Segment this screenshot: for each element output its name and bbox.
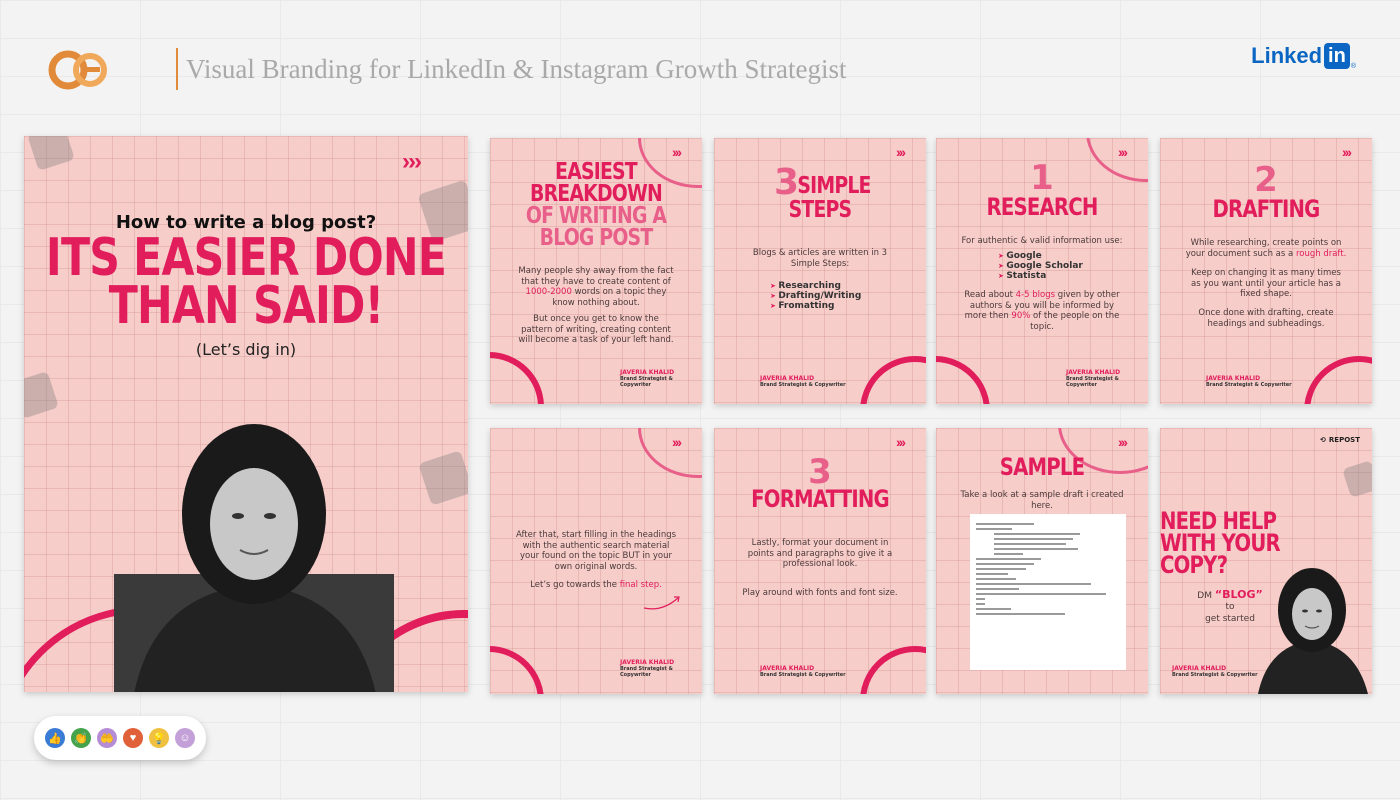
linkedin-logo-text: Linked	[1251, 43, 1323, 68]
slide-6-paragraph-1: Lastly, format your document in points and paragraphs to give it a professional look.	[747, 538, 893, 570]
slide-2-intro: Blogs & articles are written in 3 Simple Steps:	[752, 248, 888, 269]
decorative-arc	[638, 428, 702, 478]
slide-4-paragraph-3: Once done with drafting, create headings and subheadings.	[1198, 308, 1334, 329]
decorative-blog-icon	[27, 136, 75, 171]
slide-2-title-2: STEPS	[788, 197, 852, 223]
carousel-slide-2	[714, 138, 926, 404]
slide-3-number: 1	[1030, 158, 1054, 198]
repost-icon: ⟲	[1320, 436, 1326, 444]
chevron-right-icon: ›››	[1118, 144, 1126, 160]
cover-question: How to write a blog post?	[115, 212, 377, 233]
signature	[1206, 375, 1292, 388]
carousel-slide-1	[490, 138, 702, 404]
brand-logo-icon	[48, 48, 114, 92]
step-item: ➤ Researching	[770, 282, 861, 292]
slide-5-highlight: final step.	[619, 580, 662, 590]
slide-1-paragraph-1-b: words on a topic they know nothing about.	[552, 287, 667, 308]
source-item: ➤ Statista	[998, 272, 1083, 282]
source-item: ➤ Google	[998, 252, 1083, 262]
step-item: ➤ Fromatting	[770, 302, 861, 312]
decorative-arc	[860, 356, 926, 404]
slide-3-paragraph-c: of the people on the topic.	[1030, 311, 1120, 332]
linkedin-registered-mark: ®	[1350, 63, 1356, 70]
decorative-blog-icon	[418, 450, 468, 505]
slide-8-cta-b: to	[1225, 602, 1235, 613]
slide-6-title: FORMATTING	[751, 485, 889, 513]
sample-draft-document	[970, 514, 1126, 670]
linkedin-logo	[1251, 42, 1356, 70]
chevron-right-icon: ›››	[402, 148, 420, 175]
signature-name: JAVERIA KHALID	[1066, 369, 1121, 376]
slide-2-steps	[770, 282, 861, 312]
signature-role: Brand Strategist & Copywriter	[1172, 672, 1258, 678]
insightful-reaction-icon[interactable]: 💡	[149, 728, 169, 748]
slide-3-intro: For authentic & valid information use:	[961, 236, 1123, 246]
author-photo	[114, 424, 394, 692]
repost-label	[1320, 436, 1360, 444]
slide-8-cta-highlight: “BLOG”	[1214, 588, 1263, 601]
slide-1-title-3: OF WRITING A	[525, 203, 667, 229]
signature-role: Brand Strategist & Copywriter	[1206, 382, 1292, 388]
chevron-right-icon: ›››	[896, 144, 904, 160]
reactions-bar	[34, 716, 206, 760]
decorative-arc	[936, 356, 990, 404]
slide-4-paragraph-1-a: While researching, create points on your document such as a	[1185, 238, 1342, 259]
signature	[760, 665, 846, 678]
slide-5-paragraph-2-a: Let’s go towards the	[530, 580, 617, 590]
slide-6-number: 3	[808, 452, 832, 492]
step-item: ➤ Drafting/Writing	[770, 292, 861, 302]
slide-8-title-2: WITH YOUR	[1160, 529, 1280, 557]
slide-4-paragraph-1	[1184, 238, 1348, 259]
carousel-slide-6	[714, 428, 926, 694]
funny-reaction-icon[interactable]: ☺	[175, 728, 195, 748]
slide-3-sources	[998, 252, 1083, 282]
slide-1-title-2: BREAKDOWN	[530, 181, 662, 207]
decorative-blog-icon	[1342, 460, 1372, 498]
slide-4-number: 2	[1254, 160, 1278, 200]
slide-3-highlight-2: 90%	[1011, 311, 1031, 322]
carousel-slide-4	[1160, 138, 1372, 404]
slide-3-paragraph	[962, 290, 1122, 333]
signature-name: JAVERIA KHALID	[760, 665, 815, 672]
slide-3-title: RESEARCH	[986, 193, 1098, 221]
header-divider	[176, 48, 178, 90]
slide-5-paragraph-2	[510, 580, 682, 591]
slide-1-paragraph-1-a: Many people shy away from the fact that they have to create content of	[518, 266, 674, 287]
slide-4-title: DRAFTING	[1212, 195, 1320, 223]
cover-subtitle: (Let’s dig in)	[195, 340, 297, 359]
slide-1-paragraph-1	[518, 266, 674, 309]
slide-1-paragraph-2: But once you get to know the pattern of writing, creating content will become a task of your left hand.	[518, 314, 674, 346]
header	[48, 44, 948, 94]
slide-7-title: SAMPLE	[999, 453, 1085, 481]
cover-headline-1: ITS EASIER DONE	[45, 228, 447, 288]
slide-3-paragraph-b: given by other authors & you will be informed by more then	[964, 290, 1120, 322]
carousel-slide-3	[936, 138, 1148, 404]
slide-2-number: 3	[774, 162, 800, 203]
signature	[1172, 665, 1258, 678]
signature	[760, 375, 846, 388]
decorative-arc	[860, 646, 926, 694]
slide-2-title-1: SIMPLE	[797, 173, 871, 199]
slide-1-title-1: EASIEST	[555, 159, 637, 185]
slide-5-paragraph-1: After that, start filling in the headings with the authentic search material your found on the topic BUT in your own original words.	[515, 530, 677, 572]
signature-name: JAVERIA KHALID	[620, 369, 675, 376]
slide-7-intro: Take a look at a sample draft i created here.	[960, 490, 1124, 511]
slide-8-cta-a: DM	[1197, 591, 1212, 601]
signature-name: JAVERIA KHALID	[1206, 375, 1261, 382]
curved-arrow-icon	[642, 592, 682, 612]
page-title: Visual Branding for LinkedIn & Instagram Growth Strategist	[186, 54, 847, 84]
decorative-blog-icon	[24, 371, 59, 419]
decorative-arc	[490, 352, 544, 404]
decorative-arc	[490, 646, 544, 694]
slide-8-cta-c: get started	[1205, 613, 1255, 624]
repost-text: REPOST	[1328, 436, 1360, 444]
signature-role: Brand Strategist & Copywriter	[760, 672, 846, 678]
slide-1-title-4: BLOG POST	[539, 225, 653, 251]
slide-8-title-3: COPY?	[1160, 551, 1228, 579]
decorative-arc	[1304, 356, 1372, 404]
slide-3-paragraph-a: Read about	[964, 290, 1013, 300]
chevron-right-icon: ›››	[1342, 144, 1350, 160]
carousel-slide-8	[1160, 428, 1372, 694]
signature-role: Brand Strategist & Copywriter	[620, 666, 673, 678]
signature-role: Brand Strategist & Copywriter	[620, 376, 673, 388]
signature-role: Brand Strategist & Copywriter	[760, 382, 846, 388]
source-item: ➤ Google Scholar	[998, 262, 1083, 272]
signature-name: JAVERIA KHALID	[1172, 665, 1227, 672]
slide-6-paragraph-2: Play around with fonts and font size.	[742, 588, 898, 598]
slide-4-highlight: rough draft.	[1295, 248, 1347, 259]
signature	[620, 659, 702, 678]
chevron-right-icon: ›››	[672, 434, 680, 450]
carousel-slide-7	[936, 428, 1148, 694]
slide-4-paragraph-2: Keep on changing it as many times as you want until your article has a fixed shape.	[1191, 268, 1341, 300]
like-reaction-icon[interactable]: 👍	[45, 728, 65, 748]
chevron-right-icon: ›››	[1118, 434, 1126, 450]
support-reaction-icon[interactable]: 🤲	[97, 728, 117, 748]
author-photo	[1252, 566, 1372, 694]
celebrate-reaction-icon[interactable]: 👏	[71, 728, 91, 748]
signature-role: Brand Strategist & Copywriter	[1066, 376, 1119, 388]
linkedin-logo-box: in	[1324, 43, 1350, 69]
love-reaction-icon[interactable]: ♥	[123, 728, 143, 748]
signature	[1066, 369, 1148, 388]
slide-1-paragraph-1-highlight: 1000-2000	[525, 287, 572, 298]
cover-slide	[24, 136, 468, 692]
signature-name: JAVERIA KHALID	[760, 375, 815, 382]
signature	[620, 369, 702, 388]
signature-name: JAVERIA KHALID	[620, 659, 675, 666]
cover-headline-2: THAN SAID!	[108, 276, 384, 336]
slide-3-highlight-1: 4-5 blogs	[1015, 290, 1056, 300]
chevron-right-icon: ›››	[896, 434, 904, 450]
chevron-right-icon: ›››	[672, 144, 680, 160]
carousel-slide-5	[490, 428, 702, 694]
slide-8-title-1: NEED HELP	[1160, 507, 1277, 535]
